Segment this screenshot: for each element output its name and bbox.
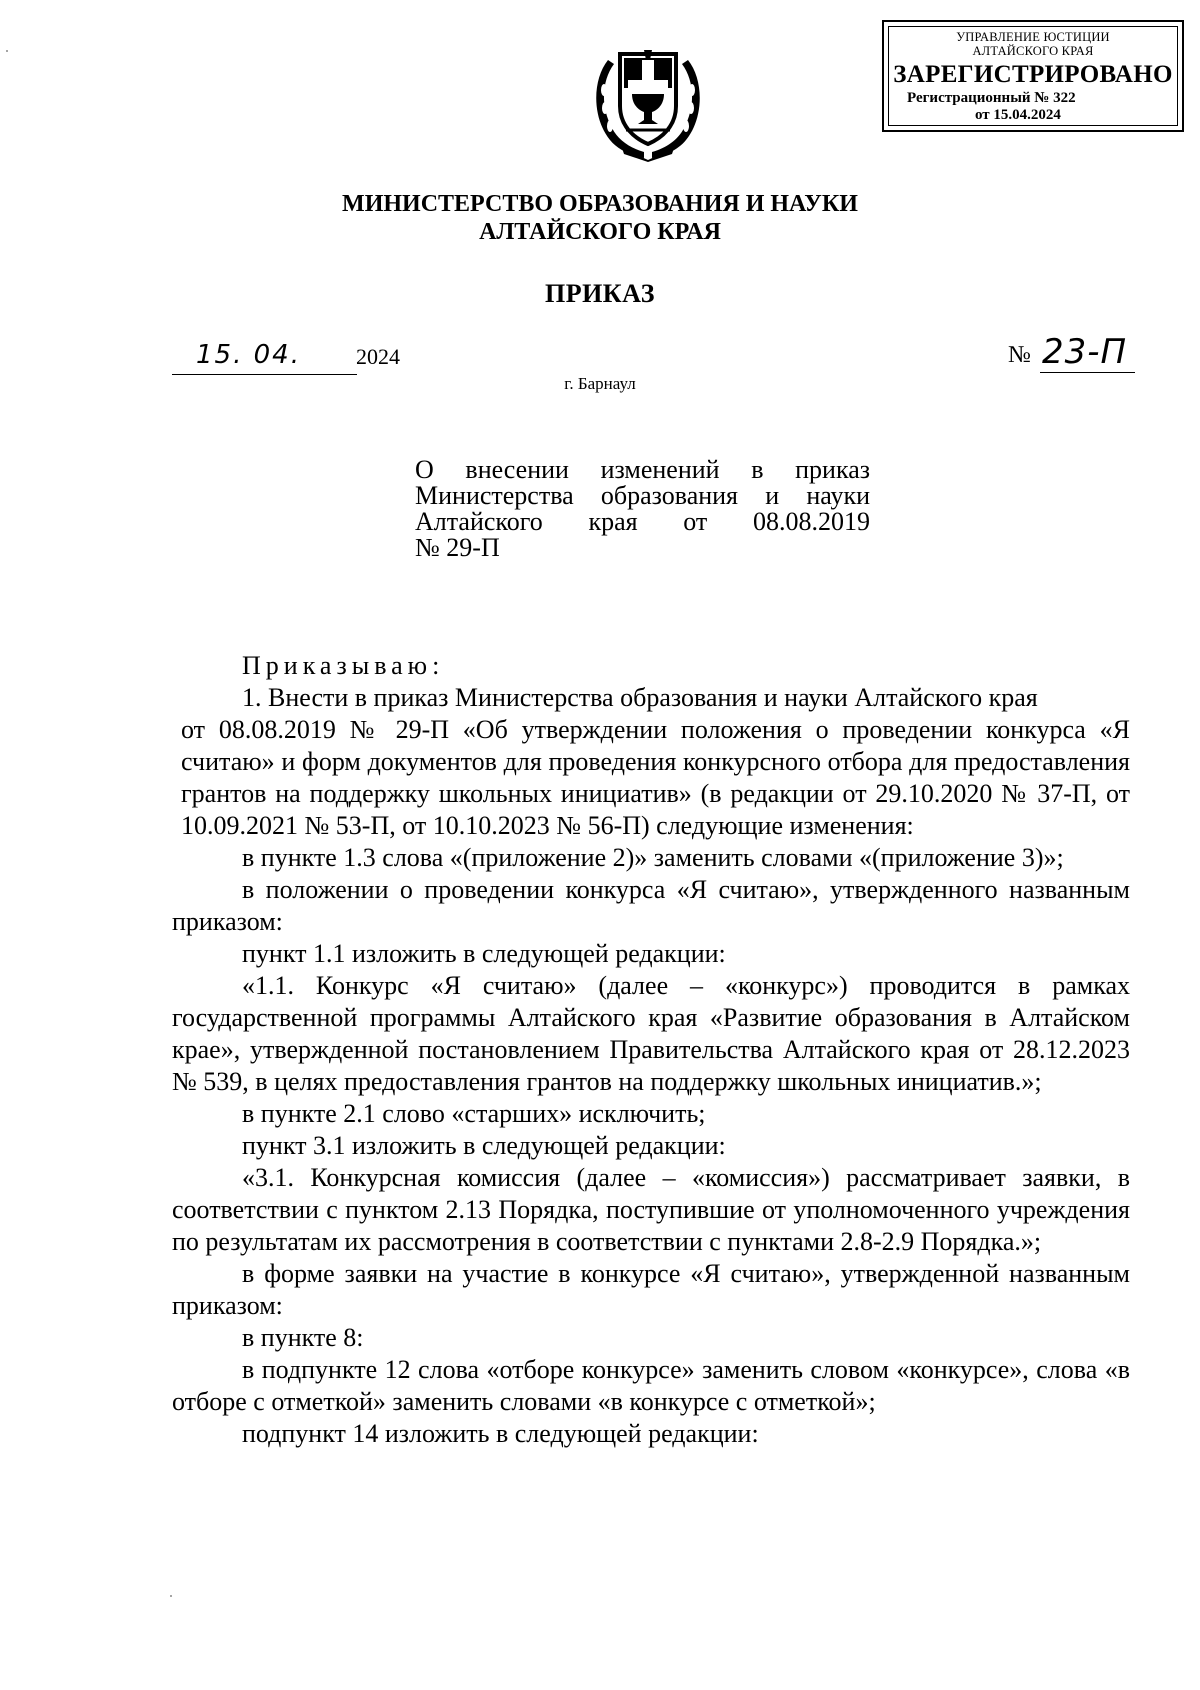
stamp-status: ЗАРЕГИСТРИРОВАНО [893,61,1173,88]
subject-line3: Алтайского края от 08.08.2019 [415,507,870,536]
subject-line2: Министерства образования и науки [415,481,870,510]
number-sign: № [1008,342,1031,368]
paragraph-5: «1.1. Конкурс «Я считаю» (далее – «конкурс») проводится в рамках государственной программы Алтайского края «Развитие образования в Алтайском крае», утвержденной постановлением Правительства Алтайского края от 28.12.2023 № 539, в целях предоставления грантов на поддержку школьных инициатив.»; [172,971,1130,1096]
stamp-reg-number: Регистрационный № 322 [907,90,1076,106]
paragraph-1: 1. Внести в приказ Министерства образования и науки Алтайского края [242,683,1038,712]
paragraph-2: в пункте 1.3 слова «(приложение 2)» заменить словами «(приложение 3)»; [242,843,1064,872]
ministry-line2: АЛТАЙСКОГО КРАЯ [479,219,721,245]
document-body [172,650,1130,1450]
scan-speck [170,1595,172,1597]
paragraph-7: пункт 3.1 изложить в следующей редакции: [242,1131,726,1160]
paragraph-11: в подпункте 12 слова «отборе конкурсе» заменить словом «конкурсе», слова «в отборе с отметкой» заменить словами «в конкурсе с отметкой»; [172,1355,1130,1416]
subject-line1: О внесении изменений в приказ [415,455,870,484]
date-field [172,340,357,375]
city: г. Барнаул [564,374,636,393]
document-subject [415,457,870,561]
registration-stamp [882,20,1184,132]
date-year: 2024 [356,344,400,369]
scan-speck [6,50,8,52]
coat-of-arms-icon [588,40,708,162]
paragraph-9: в форме заявки на участие в конкурсе «Я считаю», утвержденной названным приказом: [172,1259,1130,1320]
document-type: ПРИКАЗ [544,279,656,308]
stamp-org-line1: УПРАВЛЕНИЕ ЮСТИЦИИ [956,30,1110,44]
paragraph-4: пункт 1.1 изложить в следующей редакции: [242,939,726,968]
ministry-line1: МИНИСТЕРСТВО ОБРАЗОВАНИЯ И НАУКИ [342,191,858,217]
paragraph-12: подпункт 14 изложить в следующей редакции: [242,1419,759,1448]
paragraph-6: в пункте 2.1 слово «старших» исключить; [242,1099,706,1128]
paragraph-10: в пункте 8: [242,1323,364,1352]
ministry-name [0,190,1200,246]
handwritten-number: 23-П [1040,332,1135,373]
subject-line4: № 29-П [415,533,500,562]
paragraph-1-continued: от 08.08.2019 № 29-П «Об утверждении положения о проведении конкурса «Я считаю» и форм документов для проведения конкурсного отбора для предоставления грантов на поддержку школьных инициатив» (в редакции от 29.10.2020 № 37-П, от 10.09.2021 № 53-П, от 10.10.2023 № 56-П) следующие изменения: [181,715,1130,840]
paragraph-3: в положении о проведении конкурса «Я считаю», утвержденного названным приказом: [172,875,1130,936]
stamp-org-line2: АЛТАЙСКОГО КРАЯ [972,44,1094,58]
order-word: Приказываю: [242,651,445,680]
handwritten-date: 15. 04. [196,340,301,370]
stamp-reg-date: от 15.04.2024 [975,107,1061,123]
paragraph-8: «3.1. Конкурсная комиссия (далее – «комиссия») рассматривает заявки, в соответствии с пунктом 2.13 Порядка, поступившие от уполномоченного учреждения по результатам их рассмотрения в соответствии с пунктами 2.8-2.9 Порядка.»; [172,1163,1130,1256]
